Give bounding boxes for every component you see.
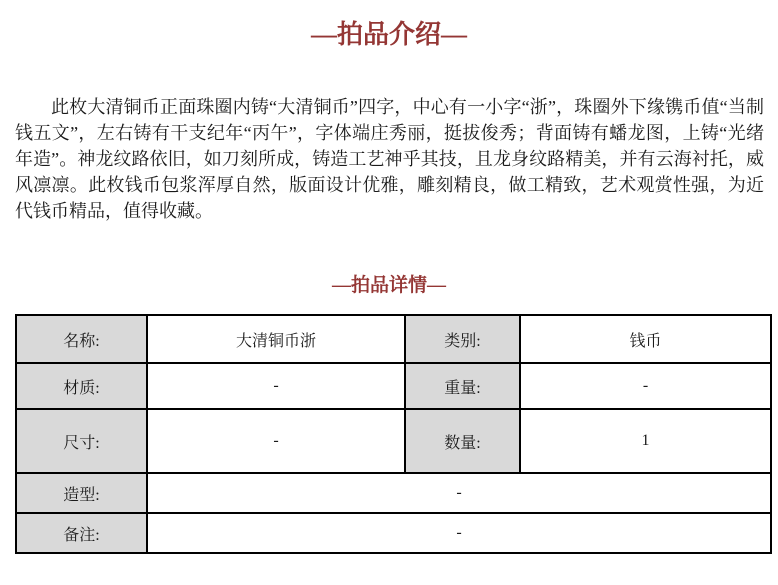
item-description-paragraph: 此枚大清铜币正面珠圈内铸“大清铜币”四字，中心有一小字“浙”，珠圈外下缘镌币值“当制钱五文”，左右铸有干支纪年“丙午”，字体端庄秀丽，挺拔俊秀；背面铸有蟠龙图，上铸“光绪年造”。神龙纹路依旧，如刀刻所成，铸造工艺神乎其技，且龙身纹路精美，并有云海衬托，威风凛凛。此枚钱币包浆浑厚自然，版面设计优雅，雕刻精良，做工精致，艺术观赏性强，为近代钱币精品，值得收藏。	[15, 97, 764, 221]
details-section-title: —拍品详情—	[331, 275, 446, 296]
table-row	[16, 513, 771, 553]
shape-value-cell: -	[147, 473, 771, 513]
remarks-label-cell: 备注:	[16, 513, 147, 553]
intro-section-title: —拍品介绍—	[310, 20, 467, 49]
details-table	[15, 314, 772, 554]
auction-item-page	[0, 20, 778, 585]
size-label-cell: 尺寸:	[16, 409, 147, 473]
shape-label-cell: 造型:	[16, 473, 147, 513]
size-value-cell: -	[147, 409, 405, 473]
remarks-value-cell: -	[147, 513, 771, 553]
table-row	[16, 473, 771, 513]
category-value-cell: 钱币	[520, 315, 771, 363]
quantity-label-cell: 数量:	[405, 409, 520, 473]
name-value-cell: 大清铜币浙	[147, 315, 405, 363]
material-value-cell: -	[147, 363, 405, 409]
weight-value-cell: -	[520, 363, 771, 409]
quantity-value-cell: 1	[520, 409, 771, 473]
table-row	[16, 409, 771, 473]
weight-label-cell: 重量:	[405, 363, 520, 409]
table-row	[16, 315, 771, 363]
category-label-cell: 类别:	[405, 315, 520, 363]
material-label-cell: 材质:	[16, 363, 147, 409]
name-label-cell: 名称:	[16, 315, 147, 363]
table-row	[16, 363, 771, 409]
